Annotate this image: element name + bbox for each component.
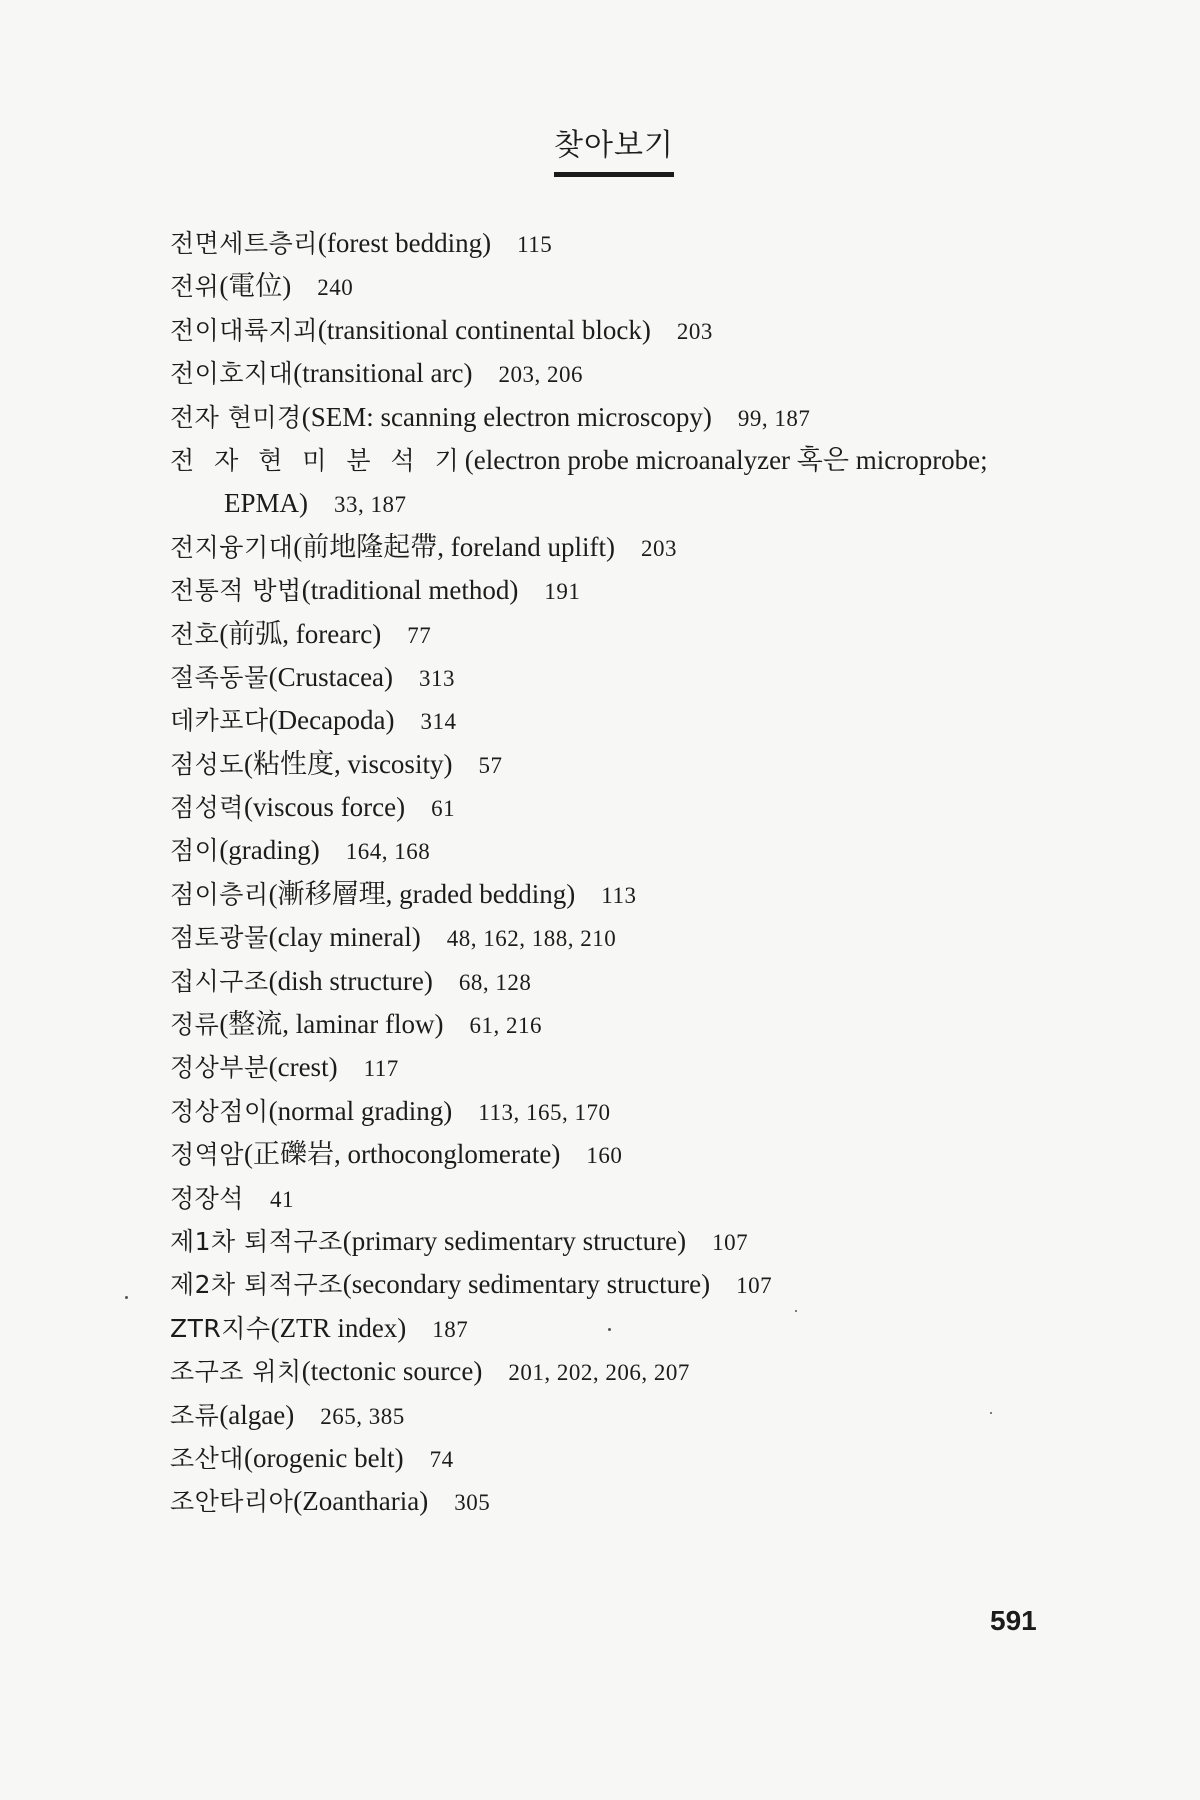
index-entry [170,1090,1070,1133]
index-entry [170,1394,1070,1437]
index-page-refs: 191 [544,579,581,605]
index-page-refs: 240 [317,275,354,301]
index-term: 전 자 현 미 분 석 기 [170,445,465,475]
index-term: 절족동물 [170,662,269,692]
index-term-gloss: (電位) [219,271,292,302]
index-entry-line [170,396,1070,440]
index-entry-line [170,569,1070,613]
index-term-gloss: (tectonic source) [301,1356,483,1387]
index-entry [170,960,1070,1003]
index-page-refs: 61, 216 [469,1013,542,1039]
index-entry-line [170,1307,1070,1351]
index-entry-line [170,309,1070,353]
index-term-gloss: (orogenic belt) [243,1442,404,1473]
speck [795,1310,797,1312]
index-entry [170,1437,1070,1480]
index-entry-continuation [170,482,1070,525]
index-entry [170,656,1070,699]
header [0,120,1200,177]
index-entry-line [170,1394,1070,1438]
index-term-gloss: (normal grading) [268,1095,453,1126]
index-entry-line [170,786,1070,830]
index-entry-line [170,1090,1070,1134]
index-term-gloss: (Zoantharia) [293,1486,429,1517]
index-term: 전이호지대 [170,359,294,389]
index-term: 전이대륙지괴 [170,315,318,345]
index-page-refs: 107 [736,1273,773,1299]
index-entry [170,786,1070,829]
index-entry [170,743,1070,786]
index-term: 점성력 [170,793,244,823]
index-entry-line [170,1177,1070,1221]
index-term: 전지융기대 [170,532,294,562]
index-entry [170,265,1070,308]
index-entry [170,916,1070,959]
index-term: 접시구조 [170,966,269,996]
index-entry-line [170,699,1070,743]
index-term: 정상부분 [170,1053,269,1083]
index-page-refs: 61 [431,796,456,822]
index-page-refs: 201, 202, 206, 207 [508,1360,690,1386]
index-term: 정류 [170,1010,220,1040]
index-entry [170,1046,1070,1089]
index-term-gloss: (primary sedimentary structure) [342,1226,687,1256]
index-page-refs: 115 [517,232,553,257]
index-term-gloss: (粘性度, viscosity) [243,748,453,779]
index-page-refs: 99, 187 [737,405,811,431]
index-entry-line [170,829,1070,873]
index-entry [170,699,1070,742]
index-term: 조류 [170,1400,220,1430]
index-page-refs: 203 [676,318,713,344]
index-term: 점성도 [170,749,244,779]
index-entry [170,1220,1070,1263]
index-term-gloss: (正礫岩, orthoconglomerate) [243,1139,561,1170]
index-entry-line [170,439,1070,482]
index-term-gloss: (algae) [219,1399,295,1430]
index-term-gloss: (ZTR index) [270,1312,407,1343]
index-entry [170,829,1070,872]
index-page-refs: 117 [363,1056,399,1082]
index-page-refs: 41 [269,1186,294,1212]
index-page-refs: 314 [420,709,457,735]
index-entry [170,396,1070,439]
index-term: 전면세트층리 [170,229,318,258]
index-term: 정장석 [170,1183,244,1213]
index-term-gloss: (traditional method) [301,575,519,606]
index-term-gloss: (forest bedding) [317,228,492,258]
index-term-gloss: (Decapoda) [268,705,395,736]
index-term: 데카포다 [170,706,269,736]
index-term: 조산대 [170,1443,244,1473]
index-term-gloss: (clay mineral) [268,922,421,953]
index-entry-line [170,873,1070,917]
index-term-gloss: (secondary sedimentary structure) [342,1269,711,1300]
index-entry-line [170,1480,1070,1524]
index-term: 점이 [170,836,220,866]
index-term-gloss: (前地隆起帶, foreland uplift) [293,531,615,562]
index-term: 점이층리 [170,879,269,909]
index-term-gloss: (前弧, forearc) [219,618,382,649]
index-term: 정역암 [170,1140,244,1170]
index-entry [170,873,1070,916]
index-term: 제2차 퇴적구조 [170,1270,343,1300]
index-entry-line [170,960,1070,1004]
index-entry-line [170,1350,1070,1394]
index-entry-line [170,526,1070,570]
index-entry-line [170,743,1070,787]
index-term-gloss-cont: EPMA) [224,488,309,519]
index-entry [170,352,1070,395]
index-page-refs: 68, 128 [458,969,532,995]
index-entry-line [170,1003,1070,1047]
index-term-gloss: (transitional arc) [293,358,473,389]
index-page-refs: 74 [429,1446,454,1472]
index-term: 조안타리아 [170,1487,294,1517]
index-page-refs: 33, 187 [334,492,407,518]
index-term: 제1차 퇴적구조 [170,1227,343,1256]
index-page-refs: 305 [454,1490,491,1516]
index-term-gloss: (Crustacea) [268,661,394,692]
index-term-gloss: (SEM: scanning electron microscopy) [301,401,712,432]
index-entry [170,1133,1070,1176]
index-term: 전통적 방법 [170,576,302,606]
index-term: 전자 현미경 [170,402,302,432]
index-entry-line [170,222,1070,266]
index-term-gloss: (viscous force) [243,792,406,823]
index-term-gloss: (transitional continental block) [317,314,651,345]
index-term: 조구조 위치 [170,1357,302,1387]
index-page-refs: 48, 162, 188, 210 [446,926,617,952]
page-number: 591 [990,1605,1037,1636]
speck [125,1296,128,1299]
index-entry-line [170,1220,1070,1264]
index-term: ZTR지수 [170,1313,271,1343]
index-entry-line [170,1437,1070,1481]
page-title: 찾아보기 [554,120,674,177]
index-page-refs: 113 [601,882,637,908]
index-entry [170,439,1070,526]
index-entry-line [170,656,1070,700]
index-page-refs: 313 [419,665,456,691]
index-term-gloss: (grading) [219,835,320,866]
index-term-gloss: (漸移層理, graded bedding) [268,878,576,909]
index-entry [170,1263,1070,1306]
index-page-refs: 203 [640,535,677,561]
index-term-gloss: (dish structure) [268,965,433,996]
index-term-gloss: (整流, laminar flow) [219,1009,444,1040]
index-term-gloss: (electron probe microanalyzer 혹은 microprobe; [464,444,988,475]
index-page-refs: 160 [586,1143,623,1169]
index-term-gloss: (crest) [268,1052,338,1083]
speck [608,1328,611,1331]
index-page-refs: 203, 206 [498,362,583,388]
index-page-refs: 107 [712,1230,749,1255]
index-page-refs: 57 [478,752,503,778]
index-page-refs: 113, 165, 170 [478,1099,611,1125]
index-entry [170,1003,1070,1046]
index-entry [170,222,1070,265]
index-entry [170,526,1070,569]
index-entry [170,569,1070,612]
index-entry [170,613,1070,656]
index-entry [170,309,1070,352]
index-page-refs: 265, 385 [320,1403,405,1429]
index-entry [170,1177,1070,1220]
index-entry-line [170,352,1070,396]
index-term: 점토광물 [170,923,269,953]
index-page-refs: 77 [407,622,432,648]
index-page-refs: 164, 168 [345,839,431,865]
index-entry [170,1350,1070,1393]
index-entry-line [170,916,1070,960]
index-term: 전위 [170,272,220,302]
index-entry-line [170,265,1070,309]
index-entry-line [170,613,1070,657]
index-page-refs: 187 [432,1316,469,1342]
index-entry-line [170,1263,1070,1307]
index-entry-list [170,222,1070,1524]
speck [990,1412,992,1414]
index-term: 정상점이 [170,1096,269,1126]
index-entry [170,1307,1070,1350]
index-entry-line [170,1133,1070,1177]
index-entry [170,1480,1070,1523]
index-term: 전호 [170,619,220,649]
index-entry-line [170,1046,1070,1090]
